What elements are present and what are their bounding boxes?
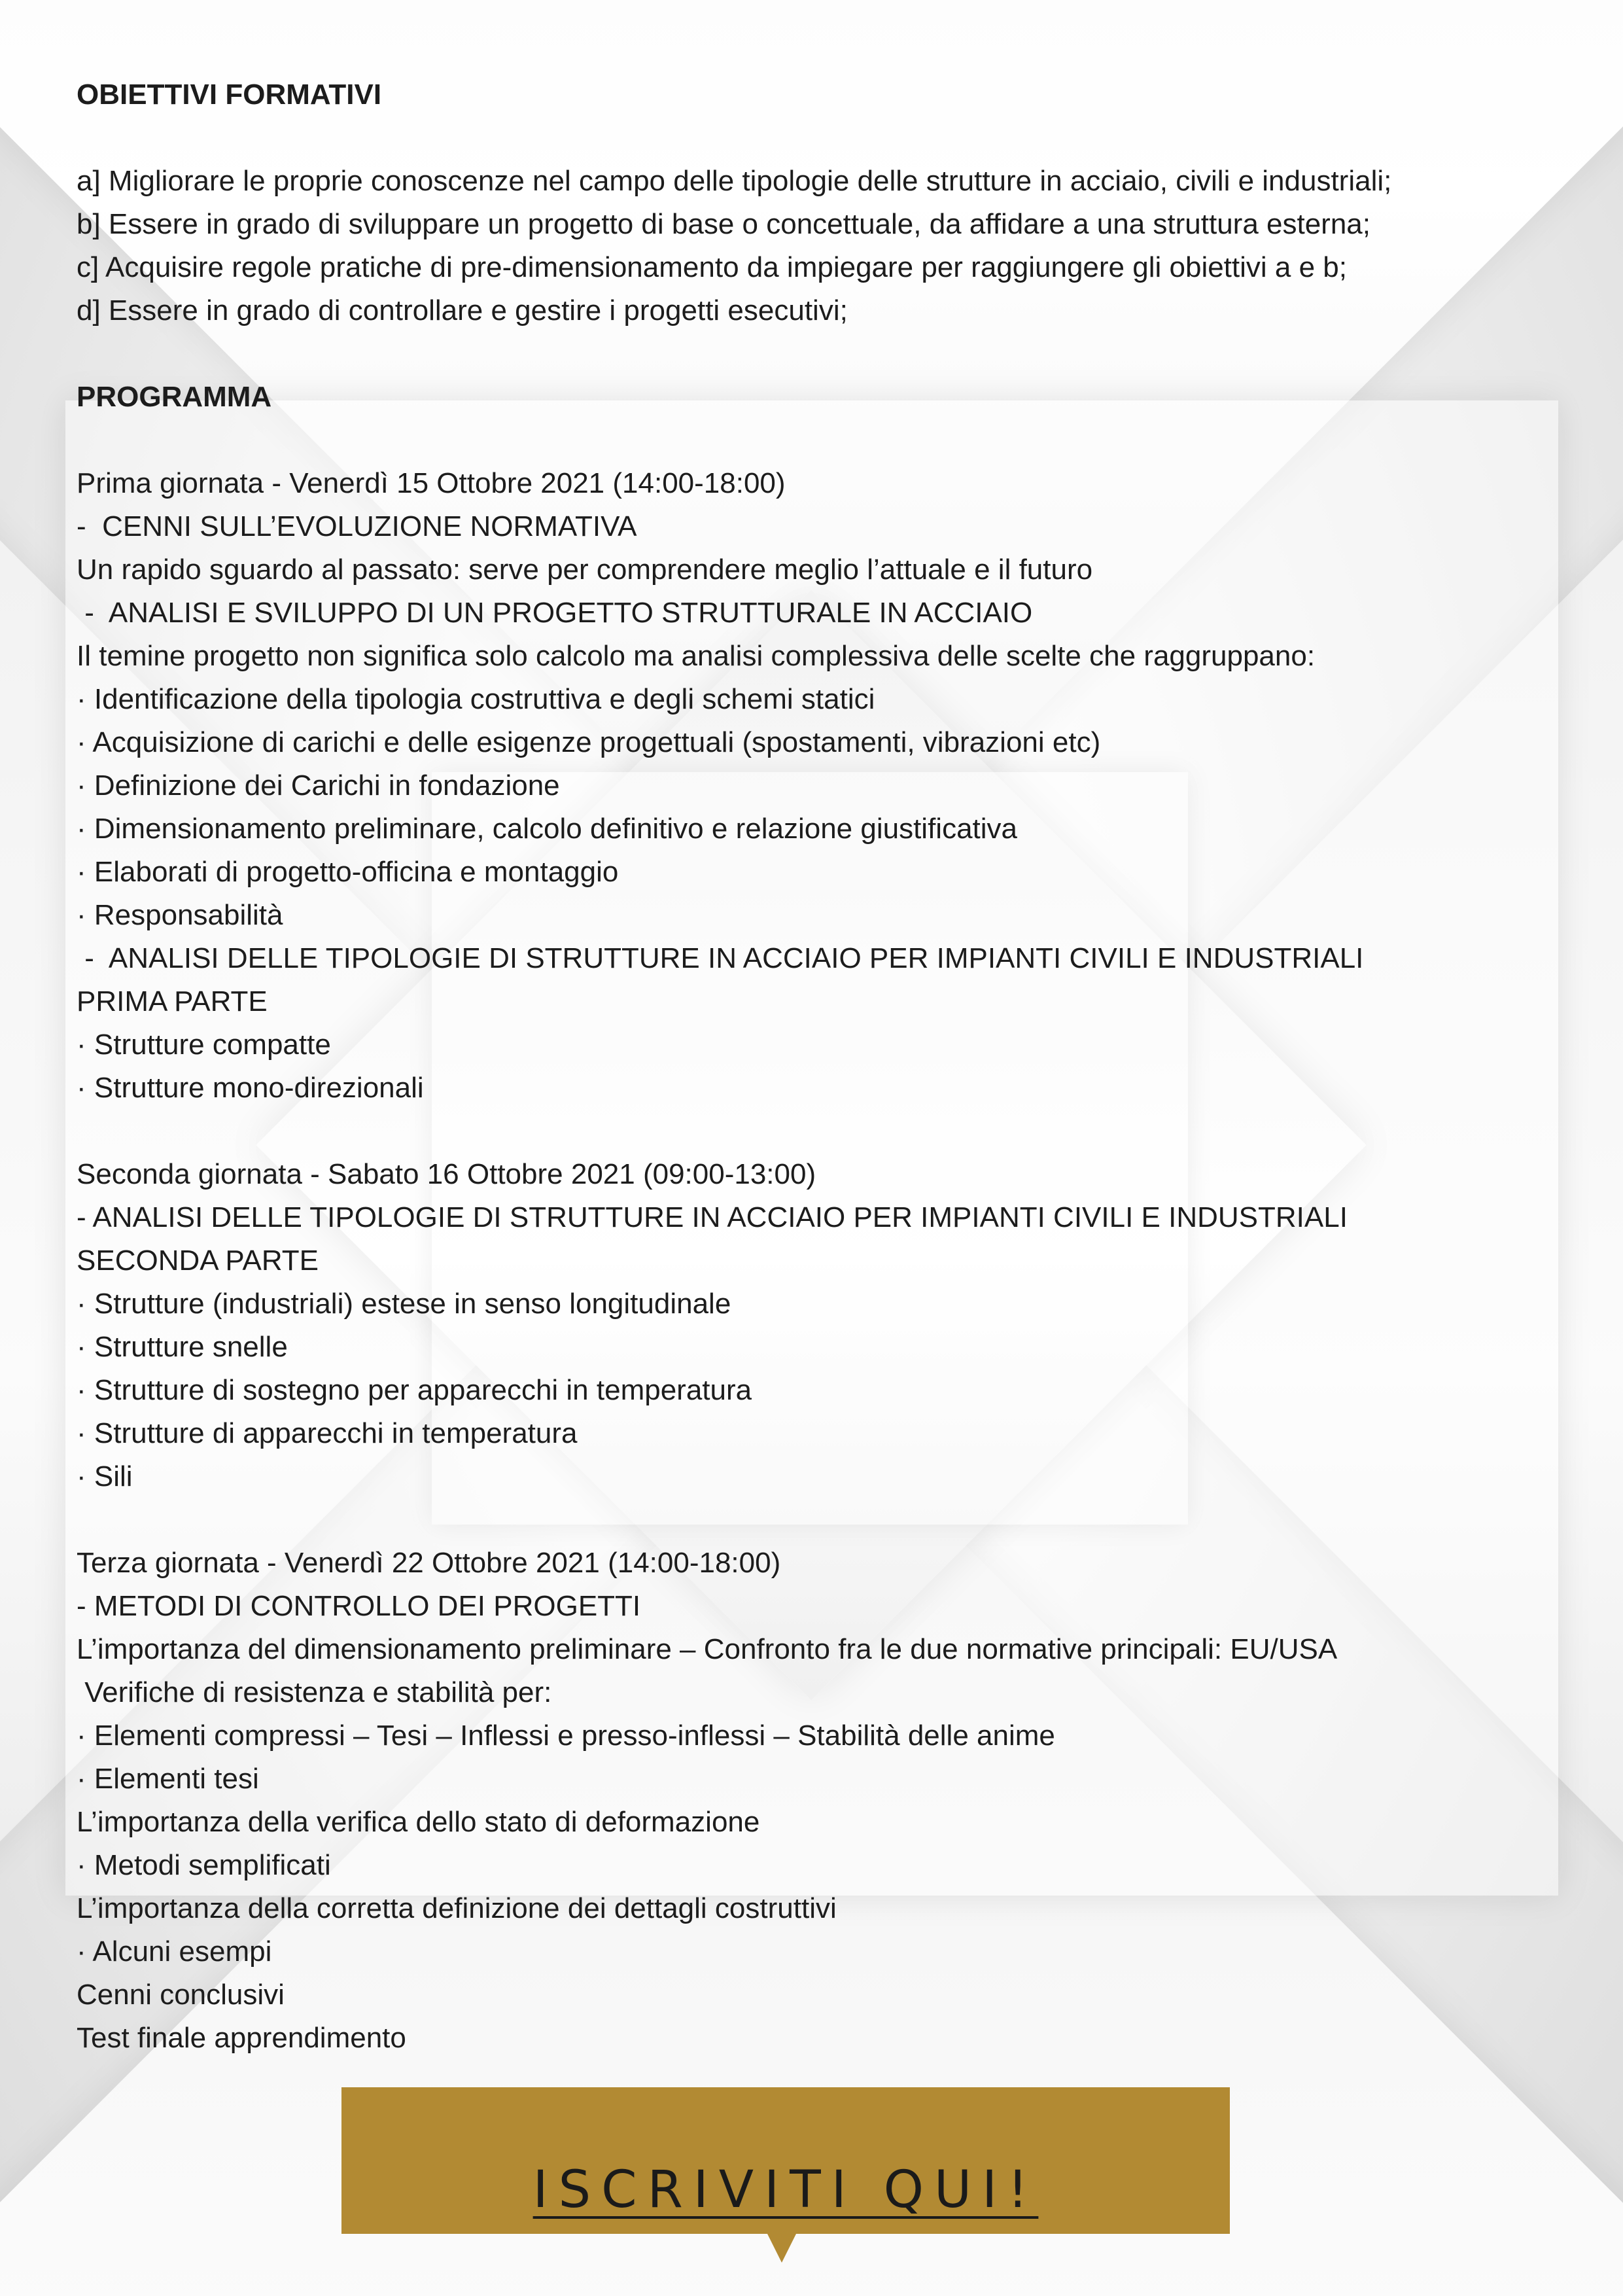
program-line: - ANALISI E SVILUPPO DI UN PROGETTO STRUTTURALE IN ACCIAIO [77,597,1033,629]
obiettivi-heading: OBIETTIVI FORMATIVI [77,79,382,111]
program-line: · Dimensionamento preliminare, calcolo definitivo e relazione giustificativa [77,813,1018,845]
program-line: · Definizione dei Carichi in fondazione [77,769,560,802]
day2-section [77,1153,1581,1498]
spacer [77,116,1581,160]
program-line: L’importanza della corretta definizione dei dettagli costruttivi [77,1892,837,1924]
program-line: L’importanza della verifica dello stato di deformazione [77,1806,760,1838]
programma-heading: PROGRAMMA [77,381,272,413]
program-line: · Strutture di apparecchi in temperatura [77,1417,578,1449]
program-line: · Elaborati di progetto-officina e montaggio [77,856,619,888]
program-line: Verifiche di resistenza e stabilità per: [77,1676,552,1708]
program-line: PRIMA PARTE [77,985,268,1017]
program-line: · Strutture compatte [77,1029,331,1061]
spacer [77,1498,1581,1542]
program-line: · Strutture mono-direzionali [77,1072,424,1104]
program-line: · Elementi compressi – Tesi – Inflessi e presso-inflessi – Stabilità delle anime [77,1720,1055,1752]
day1-section [77,462,1581,1110]
register-button[interactable] [341,2087,1230,2234]
program-line: · Strutture di sostegno per apparecchi in temperatura [77,1374,752,1406]
spacer [77,332,1581,376]
program-line: · Acquisizione di carichi e delle esigenze progettuali (spostamenti, vibrazioni etc) [77,726,1101,758]
program-line: - METODI DI CONTROLLO DEI PROGETTI [77,1590,641,1622]
program-line: · Responsabilità [77,899,283,931]
program-line: · Strutture snelle [77,1331,288,1363]
spacer [77,419,1581,462]
document-body [77,73,1581,2060]
obiettivo-item: c] Acquisire regole pratiche di pre-dimensionamento da impiegare per raggiungere gli obiettivi a e b; [77,251,1347,283]
program-line: Un rapido sguardo al passato: serve per comprendere meglio l’attuale e il futuro [77,554,1093,586]
program-line: - ANALISI DELLE TIPOLOGIE DI STRUTTURE IN ACCIAIO PER IMPIANTI CIVILI E INDUSTRIALI [77,942,1364,974]
day1-title: Prima giornata - Venerdì 15 Ottobre 2021 (14:00-18:00) [77,467,786,499]
register-button-label: ISCRIVITI QUI! [532,2161,1039,2219]
program-line: - ANALISI DELLE TIPOLOGIE DI STRUTTURE IN ACCIAIO PER IMPIANTI CIVILI E INDUSTRIALI [77,1201,1348,1233]
program-line: Cenni conclusivi [77,1979,285,2011]
obiettivo-item: a] Migliorare le proprie conoscenze nel campo delle tipologie delle strutture in acciaio, civili e industriali; [77,165,1392,197]
pointer-arrow-icon [767,2234,796,2263]
day3-title: Terza giornata - Venerdì 22 Ottobre 2021 (14:00-18:00) [77,1547,781,1579]
program-line: Test finale apprendimento [77,2022,406,2054]
program-line: L’importanza del dimensionamento preliminare – Confronto fra le due normative principali: EU/USA [77,1633,1338,1665]
spacer [77,1110,1581,1153]
day2-title: Seconda giornata - Sabato 16 Ottobre 2021 (09:00-13:00) [77,1158,816,1190]
program-line: · Sili [77,1460,133,1492]
obiettivo-item: d] Essere in grado di controllare e gestire i progetti esecutivi; [77,294,848,327]
obiettivi-list [77,160,1581,332]
program-line: · Identificazione della tipologia costruttiva e degli schemi statici [77,683,875,715]
day3-section [77,1542,1581,2060]
program-line: · Elementi tesi [77,1763,259,1795]
program-line: · Alcuni esempi [77,1935,272,1968]
program-line: · Strutture (industriali) estese in senso longitudinale [77,1288,731,1320]
obiettivo-item: b] Essere in grado di sviluppare un progetto di base o concettuale, da affidare a una struttura esterna; [77,208,1371,240]
program-line: - CENNI SULL’EVOLUZIONE NORMATIVA [77,510,637,542]
program-line: · Metodi semplificati [77,1849,331,1881]
program-line: Il temine progetto non significa solo calcolo ma analisi complessiva delle scelte che raggruppano: [77,640,1316,672]
program-line: SECONDA PARTE [77,1245,319,1277]
